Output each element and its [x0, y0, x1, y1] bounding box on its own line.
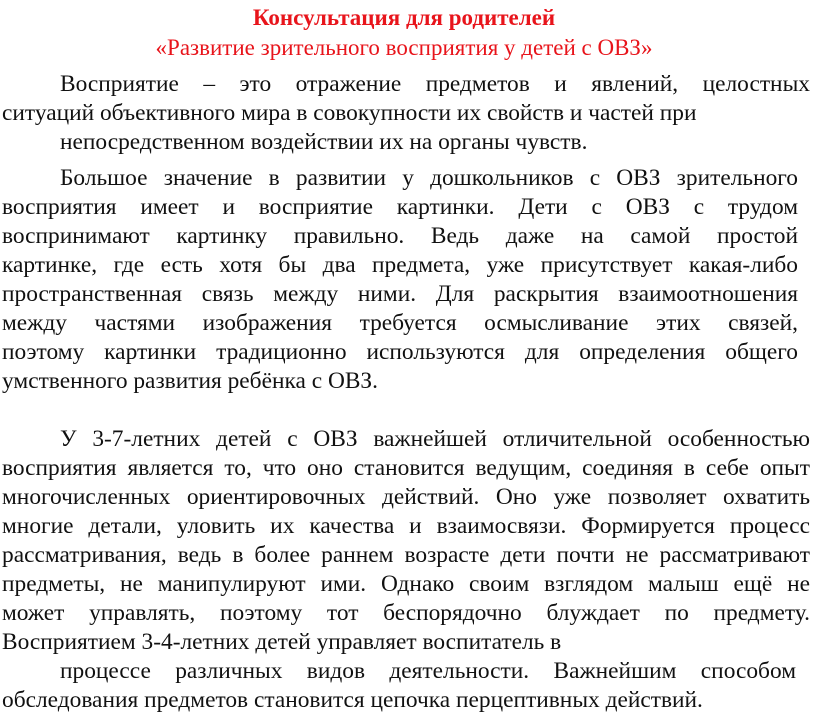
text-line: предметы, не манипулируют ими. Однако своим взглядом малыш ещё не: [2, 571, 810, 597]
text-line: У 3-7-летних детей с ОВЗ важнейшей отличительной особенностью: [60, 426, 810, 452]
text-line: ситуаций объективного мира в совокупности их свойств и частей при: [2, 100, 697, 126]
text-line: многие детали, уловить их качества и взаимосвязи. Формируется процесс: [2, 513, 810, 539]
text-line: обследования предметов становится цепочка перцептивных действий.: [2, 687, 703, 713]
text-line: умственного развития ребёнка с ОВЗ.: [2, 368, 378, 394]
text-line: многочисленных ориентировочных действий. Оно уже позволяет охватить: [2, 484, 810, 510]
text-line: картинке, где есть хотя бы два предмета, уже присутствует какая-либо: [2, 252, 798, 278]
text-line: восприятия является то, что оно становится ведущим, соединяя в себе опыт: [2, 455, 810, 481]
title-line-1: Консультация для родителей: [252, 5, 556, 30]
text-line: между частями изображения требуется осмысливание этих связей,: [2, 310, 798, 336]
text-line: пространственная связь между ними. Для раскрытия взаимоотношения: [2, 281, 798, 307]
text-line: воспринимают картинку правильно. Ведь даже на самой простой: [2, 223, 798, 249]
text-line: поэтому картинки традиционно используются для определения общего: [2, 339, 798, 365]
text-line: восприятия имеет и восприятие картинки. Дети с ОВЗ с трудом: [2, 194, 798, 220]
text-line: Восприятие – это отражение предметов и явлений, целостных: [60, 71, 810, 97]
text-line: непосредственном воздействии их на органы чувств.: [60, 129, 588, 155]
title-line-2: «Развитие зрительного восприятия у детей с ОВЗ»: [155, 35, 653, 60]
text-line: Восприятием 3-4-летних детей управляет воспитатель в: [2, 629, 562, 655]
text-line: Большое значение в развитии у дошкольников с ОВЗ зрительного: [60, 165, 798, 191]
text-line: может управлять, поэтому тот беспорядочно блуждает по предмету.: [2, 600, 810, 626]
text-line: процессе различных видов деятельности. Важнейшим способом: [60, 658, 796, 684]
text-line: рассматривания, ведь в более раннем возрасте дети почти не рассматривают: [2, 542, 810, 568]
